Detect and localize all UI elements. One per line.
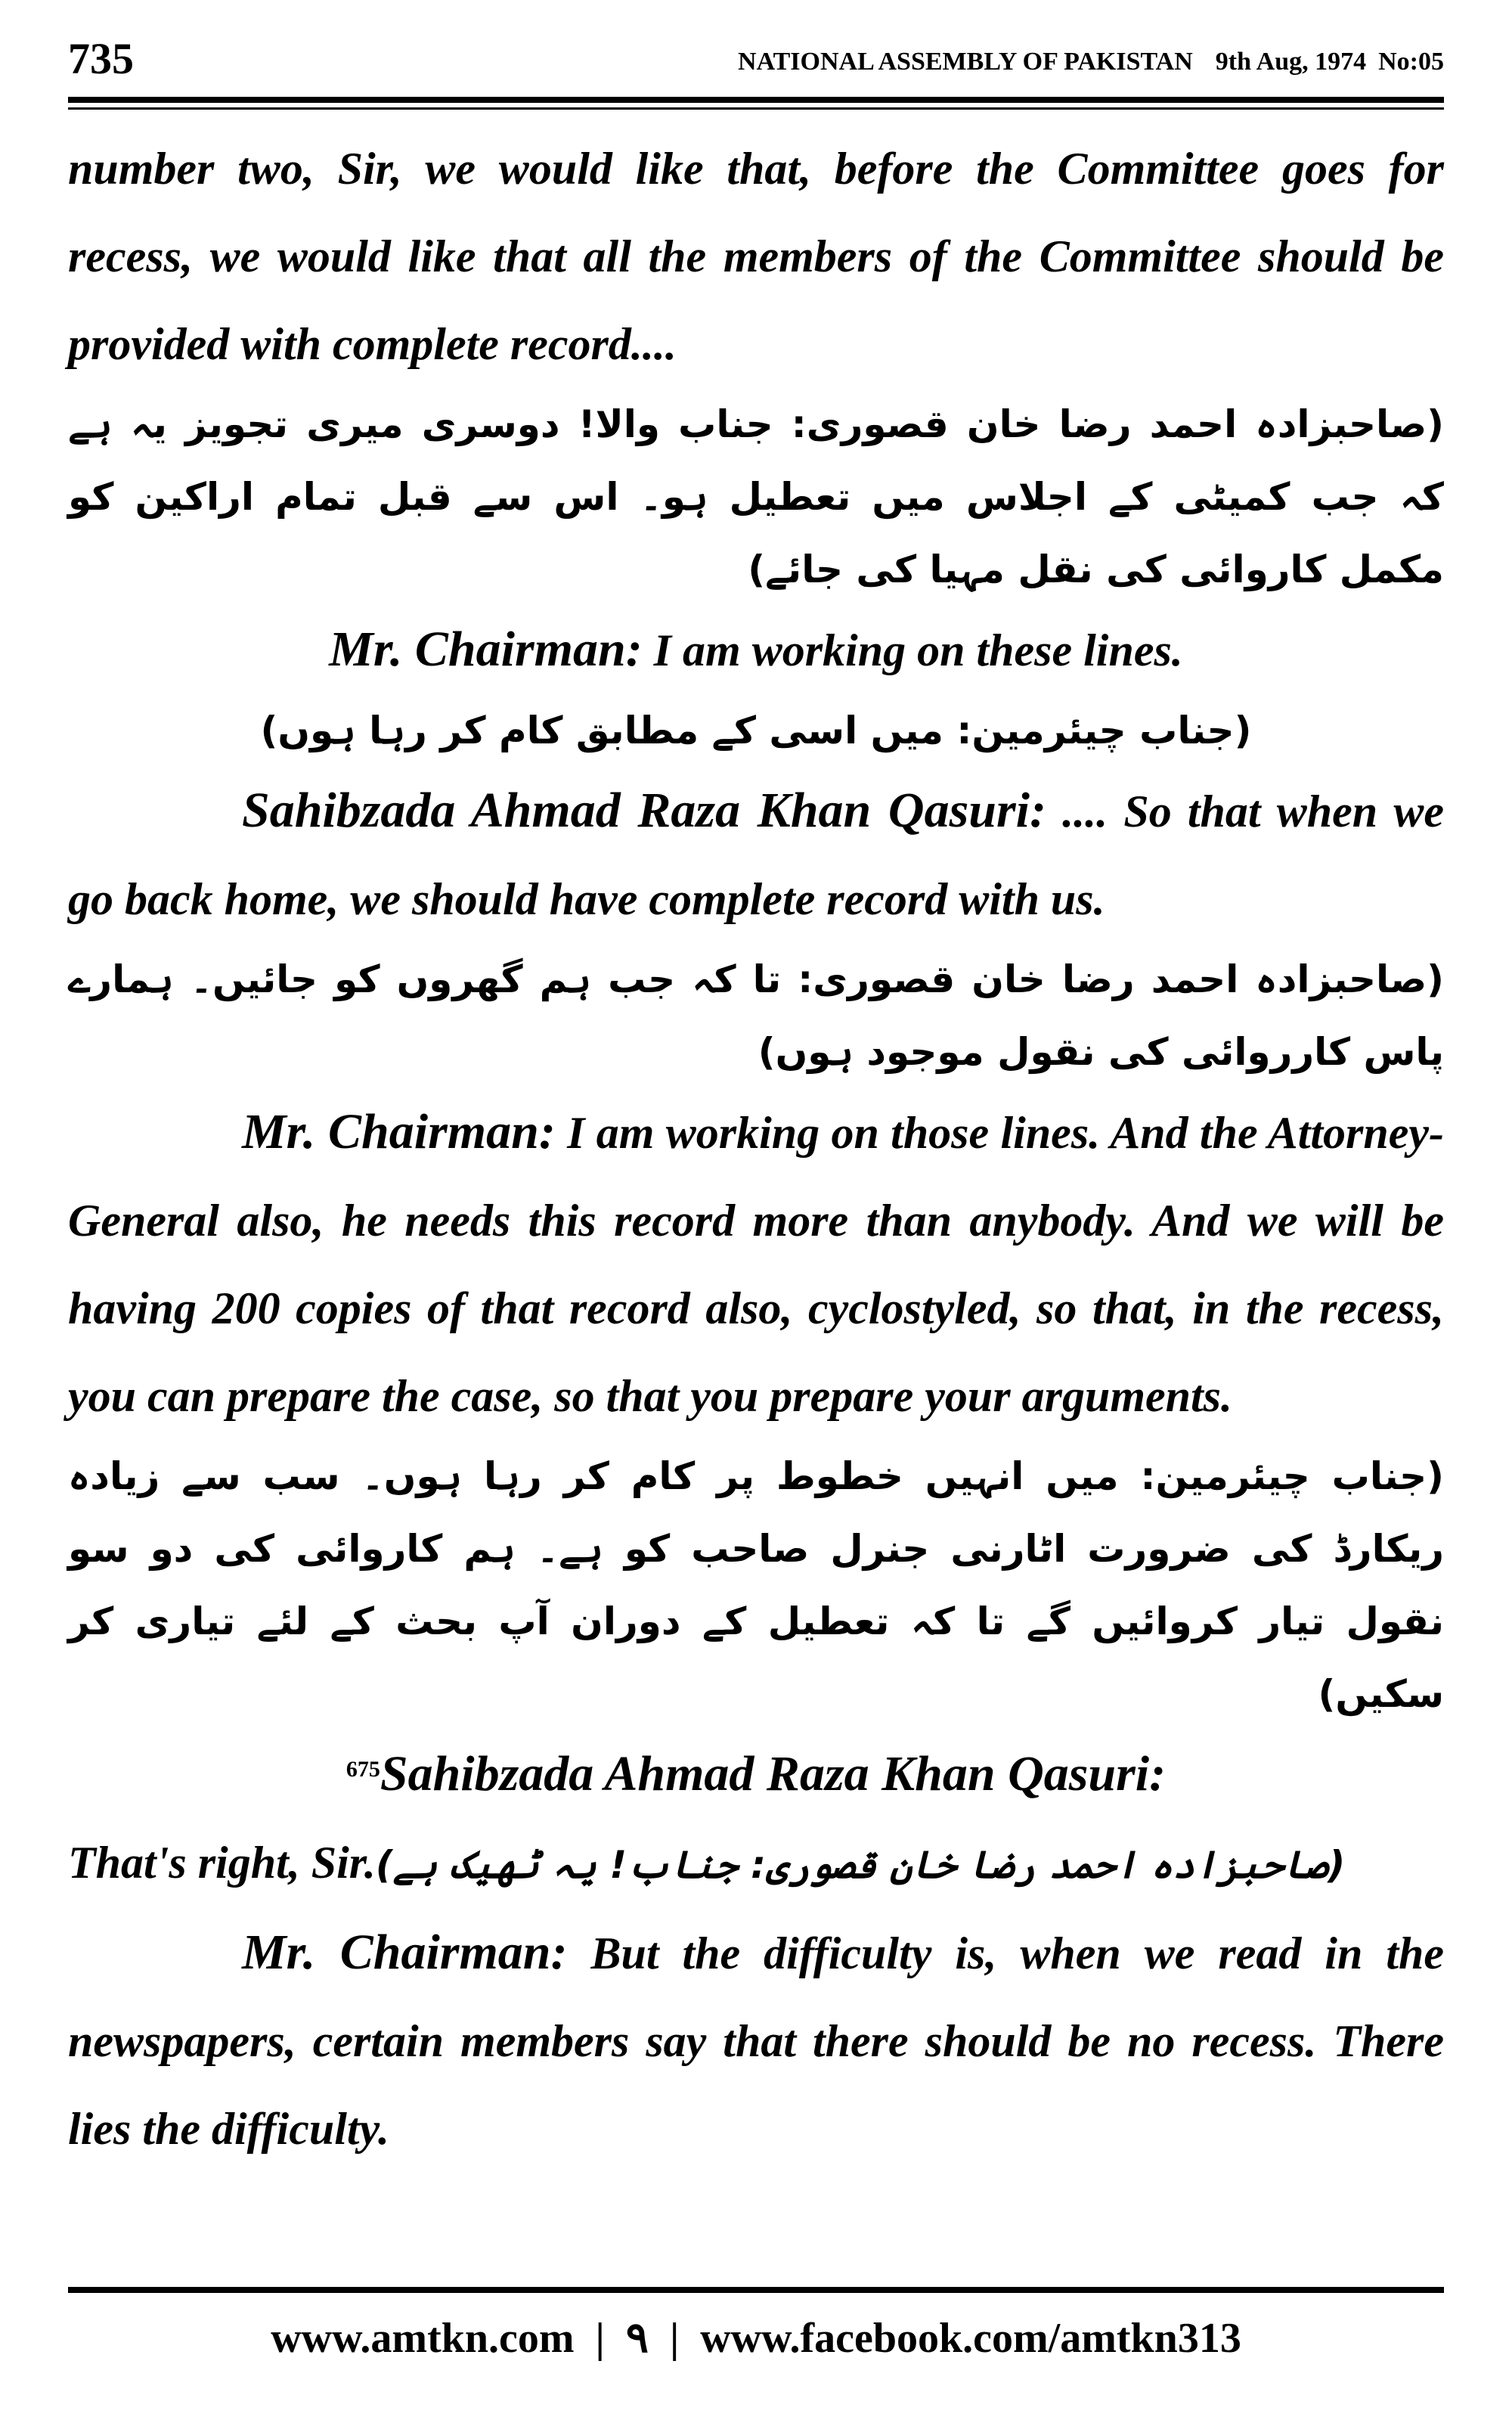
paragraph-urdu: (صاحبزادہ احمد رضا خان قصوری: تا کہ جب ہم گھروں کو جائیں۔ ہمارے پاس کارروائی کی نقول موجود ہوں) [68,957,1444,1074]
inline-urdu: (صاحبزادہ احمد رضا خان قصوری: جناب! یہ ٹھیک ہے) [375,1843,1346,1887]
speaker-name: Mr. Chairman: [329,622,643,677]
speech-block [68,1088,1444,1440]
speech-text: I am working on those lines. And the Attorney- General also, he needs this record more than anybody. And we will be having 200 copies of that record also, cyclostyled, so that, in the recess, you can prepare the case, so that you prepare your arguments. [68,1108,1445,1421]
speech-text: That's right, Sir. [68,1838,376,1888]
speech-block [68,1730,1444,1819]
session-number: No:05 [1378,48,1444,76]
publication-title: NATIONAL ASSEMBLY OF PAKISTAN [738,48,1193,76]
separator: | [595,2315,605,2362]
speech-text: .... So that when we go back home, we should have complete record with us. [68,786,1444,924]
paragraph-urdu: (جناب چیئرمین: میں انہیں خطوط پر کام کر رہا ہوں۔ سب سے زیادہ ریکارڈ کی ضرورت اٹارنی جنرل صاحب کو ہے۔ ہم کاروائی کی دو سو نقول تیار کروائیں گے تا کہ تعطیل کے دوران آپ بحث کے لئے تیاری کر سکیں) [68,1454,1444,1716]
facebook-link[interactable]: www.facebook.com/amtkn313 [700,2315,1241,2362]
speech-block [68,767,1444,943]
website-link[interactable]: www.amtkn.com [271,2315,575,2362]
header-rule-thick [68,97,1444,103]
header-rule-thin [68,107,1444,110]
speaker-name: Mr. Chairman: [242,1104,556,1159]
page-header [68,29,1444,97]
paragraph-urdu: (جناب چیئرمین: میں اسی کے مطابق کام کر رہا ہوں) [260,709,1252,752]
paragraph-urdu: (صاحبزادہ احمد رضا خان قصوری: جناب والا! دوسری میری تجویز یہ ہے کہ جب کمیٹی کے اجلاس میں تعطیل ہو۔ اس سے قبل تمام اراکین کو مکمل کاروائی کی نقل مہیا کی جائے) [68,402,1444,591]
speech-text: I am working on these lines. [653,625,1183,675]
speech-block [68,1909,1444,2173]
speech-text: But the difficulty is, when we read in the newspapers, certain members say that there should be no recess. There lies the difficulty. [68,1928,1444,2154]
speaker-name: Sahibzada Ahmad Raza Khan Qasuri: [242,783,1046,838]
footnote-marker: 675 [345,1757,380,1782]
speaker-name: Sahibzada Ahmad Raza Khan Qasuri: [380,1746,1167,1801]
separator: | [669,2315,680,2362]
speech-block [68,606,1444,694]
paragraph-english: number two, Sir, we would like that, before the Committee goes for recess, we would like that all the members of the Committee should be provided with complete record.... [68,144,1444,369]
speech-block [68,1819,1444,1909]
page-footer [68,2308,1444,2369]
transcript-body [68,125,1444,2173]
page-marker: ۹ [625,2315,649,2362]
page-number: 735 [68,34,134,83]
session-date: 9th Aug, 1974 [1215,48,1367,76]
header-info [715,39,1444,85]
footer-rule [68,2287,1444,2293]
speaker-name: Mr. Chairman: [242,1925,568,1980]
